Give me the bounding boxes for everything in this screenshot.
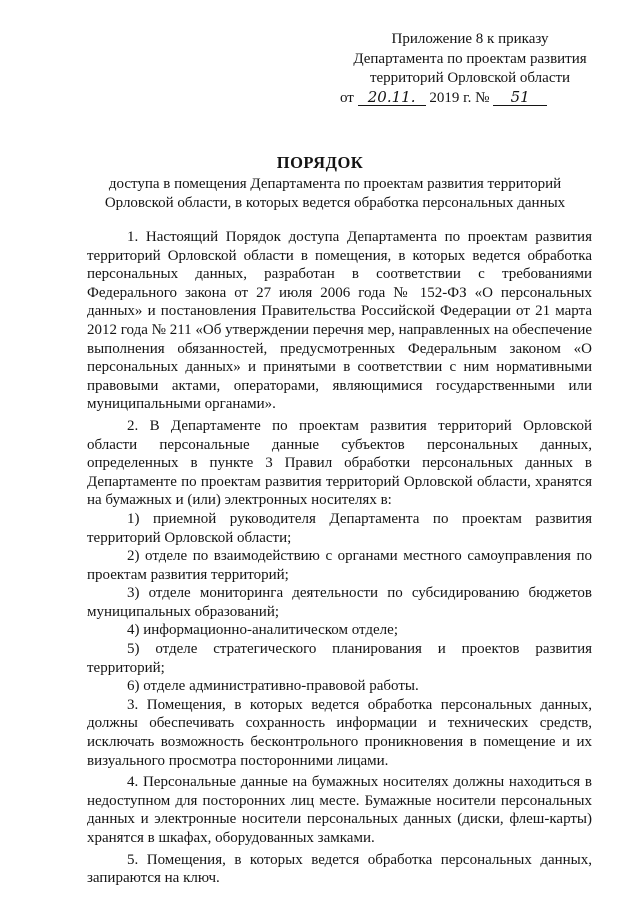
paragraph-2: 2. В Департаменте по проектам развития территорий Орловской области персональные данные субъектов персональных данных, определенных в пункте 3 Правил обработки персональных данных в Департаменте по проектам развития территорий Орловской области, хранятся на бумажных и (или) электронных носителях в: xyxy=(87,417,592,509)
document-body xyxy=(87,228,592,888)
list-item-2: 2) отделе по взаимодействию с органами местного самоуправления по проектам развития территорий; xyxy=(87,548,592,583)
handwritten-date: 20.11. xyxy=(358,90,426,106)
approval-block xyxy=(330,30,610,108)
approval-date-line xyxy=(330,89,610,109)
approval-prefix: от xyxy=(340,89,354,106)
list-item-6: 6) отделе административно-правовой работы. xyxy=(127,678,419,695)
paragraph-1: 1. Настоящий Порядок доступа Департамента по проектам развития территорий Орловской области в помещения, в которых ведется обработка персональных данных, разработан в соответствии с требованиями Федерального закона от 27 июля 2006 года № 152-ФЗ «О персональных данных» и постановления Правительства Российской Федерации от 21 марта 2012 года № 211 «Об утверждении перечня мер, направленных на обеспечение выполнения обязанностей, предусмотренных Федеральным законом «О персональных данных» и принятыми в соответствии с ним нормативными правовыми актами, операторами, являющимися государственными или муниципальными органами». xyxy=(87,229,593,413)
approval-line-2: Департамента по проектам развития xyxy=(353,50,587,67)
document-title: ПОРЯДОК xyxy=(276,153,364,172)
document-subtitle: доступа в помещения Департамента по проектам развития территорий Орловской области, в которых ведется обработка персональных данных xyxy=(104,176,566,211)
approval-line-3: территорий Орловской области xyxy=(369,70,571,86)
handwritten-number: 51 xyxy=(493,90,547,106)
list-item-3: 3) отделе мониторинга деятельности по субсидированию бюджетов муниципальных образований; xyxy=(87,585,592,620)
list-item-4: 4) информационно-аналитическом отделе; xyxy=(127,622,398,639)
paragraph-3: 3. Помещения, в которых ведется обработка персональных данных, должны обеспечивать сохранность информации и технических средств, исключать возможность бесконтрольного проникновения в помещение и их визуального просмотра посторонними лицами. xyxy=(87,696,592,769)
list-item-1: 1) приемной руководителя Департамента по проектам развития территорий Орловской области; xyxy=(87,510,592,546)
paragraph-4: 4. Персональные данные на бумажных носителях должны находиться в недоступном для посторонних лиц месте. Бумажные носители персональных данных и электронные носители персональных данных (диски, флеш-карты) хранятся в шкафах, оборудованных замками. xyxy=(87,774,592,846)
approval-line-1: Приложение 8 к приказу xyxy=(391,31,549,47)
list-item-5: 5) отделе стратегического планирования и проектов развития территорий; xyxy=(87,641,592,676)
approval-year: 2019 г. № xyxy=(429,89,490,106)
paragraph-5: 5. Помещения, в которых ведется обработка персональных данных, запираются на ключ. xyxy=(87,851,592,887)
